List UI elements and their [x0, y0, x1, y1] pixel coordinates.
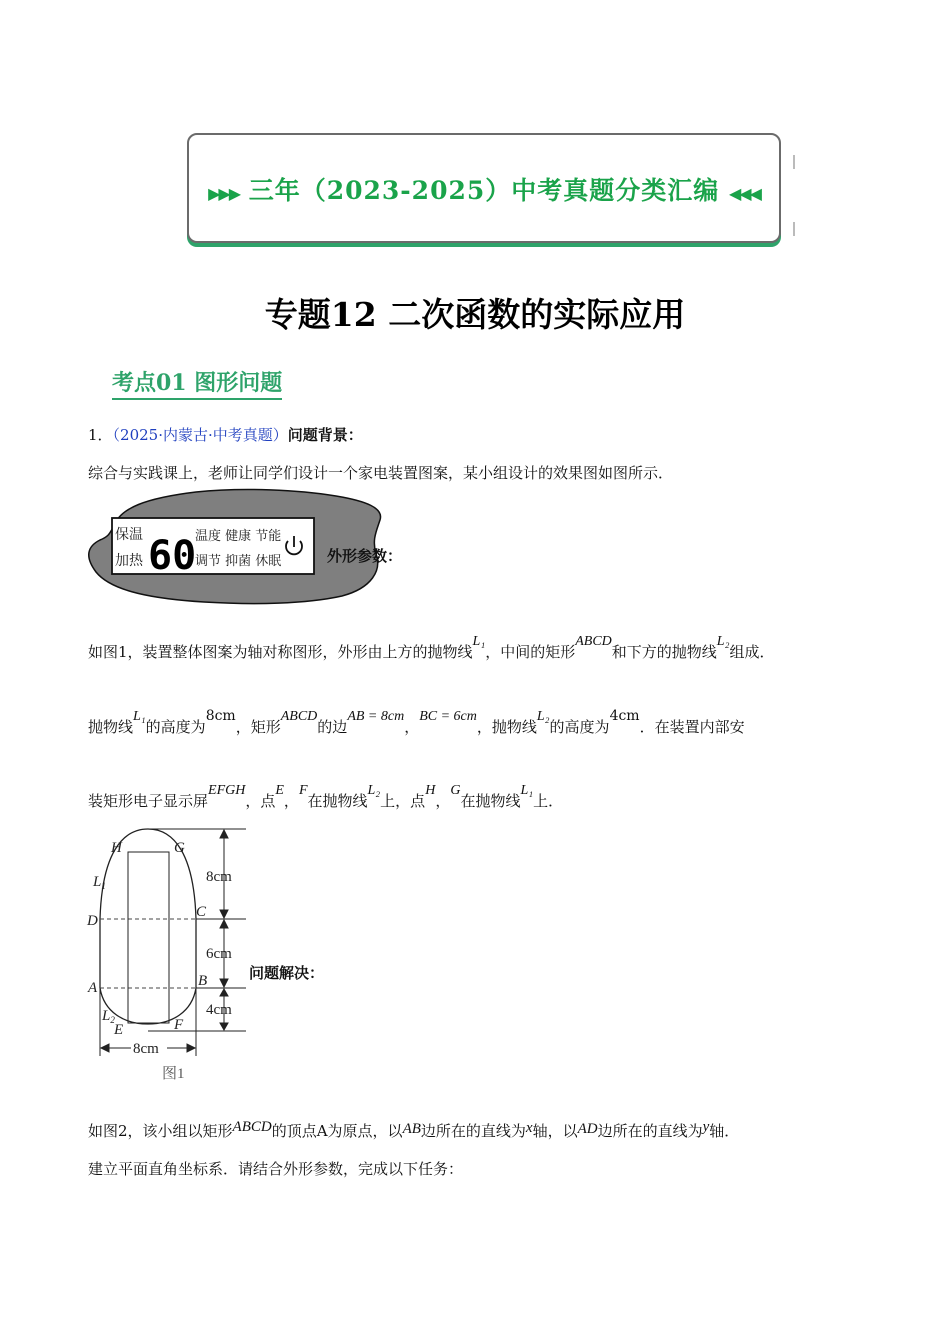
paragraph-line-5: 建立平面直角坐标系．请结合外形参数，完成以下任务： [88, 1160, 464, 1178]
text-run: ，点 [245, 792, 276, 810]
math-EFGH: EFGH [208, 783, 246, 798]
label-L2-sub: 2 [110, 1015, 115, 1025]
screen-EFGH [128, 852, 169, 1023]
left-arrows-icon: ▶▶▶ [208, 184, 239, 203]
math-L2: L₂ [716, 634, 730, 649]
text-run: 组成． [729, 643, 775, 661]
text-run: 上． [533, 792, 564, 810]
math-x: x [525, 1120, 533, 1136]
dim-label-middle: 6cm [206, 946, 232, 962]
dimension-arrows [101, 830, 228, 1052]
math-L2: L₂ [536, 709, 550, 724]
problem-source: （2025·内蒙古·中考真题） [112, 426, 288, 444]
math-E: E [275, 783, 284, 798]
text-run: 如图1，装置整体图案为轴对称图形，外形由上方的抛物线 [88, 643, 473, 661]
text-run: 抛物线 [88, 718, 134, 736]
text-run: 在抛物线 [460, 792, 521, 810]
figure-1 [84, 824, 254, 1086]
math-AB-8cm: AB = 8cm [347, 709, 405, 724]
page-title: 专题12 二次函数的实际应用 [264, 295, 686, 334]
math-4cm: 4cm [609, 708, 640, 724]
background-text: 综合与实践课上，老师让同学们设计一个家电装置图案，某小组设计的效果图如图所示． [88, 464, 674, 482]
label-L1 [92, 874, 106, 891]
dim-label-bottom: 4cm [206, 1002, 232, 1018]
label-H: H [111, 840, 122, 856]
text-run: ，抛物线 [476, 718, 537, 736]
text-run: 装矩形电子显示屏 [88, 792, 209, 810]
series-banner [187, 133, 781, 243]
math-AD: AD [577, 1121, 598, 1137]
page-edge-mark [793, 155, 795, 169]
label-F: F [174, 1017, 184, 1033]
label-C: C [196, 904, 207, 920]
label-L2-main: L [102, 1008, 111, 1024]
text-run: 如图2，该小组以矩形 [88, 1122, 233, 1140]
dim-label-width: 8cm [133, 1041, 159, 1057]
section-heading: 考点01 图形问题 [112, 366, 282, 400]
text-run: 的边 [317, 718, 348, 736]
text-run: 边所在的直线为 [420, 1122, 526, 1140]
math-L1: L₁ [133, 709, 146, 724]
label-G: G [174, 840, 185, 856]
text-run: ，中间的矩形 [485, 643, 576, 661]
solve-label: 问题解决： [249, 964, 325, 982]
label-A: A [88, 980, 98, 996]
temperature-display: 60 [148, 533, 197, 579]
problem-header [88, 424, 363, 445]
params-label: 外形参数： [327, 547, 403, 565]
math-H: H [425, 783, 436, 798]
text-run: 边所在的直线为 [597, 1122, 703, 1140]
math-ABCD: ABCD [232, 1119, 272, 1135]
text-run: 轴，以 [532, 1122, 578, 1140]
text-run: ， [283, 792, 299, 810]
math-ABCD: ABCD [280, 709, 318, 724]
paragraph-line-4 [88, 1120, 739, 1141]
banner-text: 三年（2023-2025）中考真题分类汇编 [248, 176, 720, 205]
text-run: 上，点 [380, 792, 426, 810]
banner-title [189, 171, 779, 207]
text-run: ， [404, 718, 420, 736]
math-L1: L₁ [472, 634, 486, 649]
math-G: G [450, 783, 461, 798]
paragraph-line-1 [88, 634, 775, 662]
right-arrows-icon: ◀◀◀ [728, 184, 760, 203]
label-row-top: 温度 健康 节能 [195, 529, 282, 544]
text-run: 的高度为 [145, 718, 206, 736]
label-B: B [198, 973, 208, 989]
label-E: E [114, 1022, 124, 1038]
paragraph-line-3 [88, 783, 564, 811]
label-keep-warm: 保温 [115, 527, 143, 543]
page-edge-mark [793, 222, 795, 236]
problem-number: 1． [88, 426, 113, 444]
background-label: 问题背景： [287, 426, 363, 444]
math-L2: L₂ [367, 783, 381, 798]
label-row-bottom: 调节 抑菌 休眠 [195, 554, 282, 569]
label-heat: 加热 [115, 553, 143, 569]
math-8cm: 8cm [205, 708, 236, 724]
dim-label-top: 8cm [206, 869, 232, 885]
math-y: y [702, 1119, 710, 1135]
math-ABCD: ABCD [575, 634, 612, 649]
text-run: 轴． [709, 1122, 740, 1140]
text-run: 的顶点A为原点，以 [271, 1122, 403, 1140]
paragraph-line-2 [88, 708, 745, 737]
label-L1-main: L [93, 874, 102, 890]
text-run: ，矩形 [235, 718, 281, 736]
math-L1: L₁ [520, 783, 534, 798]
text-run: ．在装置内部安 [639, 718, 745, 736]
label-D: D [87, 913, 98, 929]
text-run: 在抛物线 [307, 792, 368, 810]
text-run: 的高度为 [549, 718, 610, 736]
text-run: ， [435, 792, 451, 810]
text-run: 和下方的抛物线 [611, 643, 717, 661]
figure-caption: 图1 [162, 1066, 185, 1082]
label-L1-sub: 1 [101, 881, 106, 891]
math-BC-6cm: BC = 6cm [419, 709, 477, 724]
math-AB: AB [402, 1121, 421, 1137]
math-F: F [298, 783, 308, 798]
